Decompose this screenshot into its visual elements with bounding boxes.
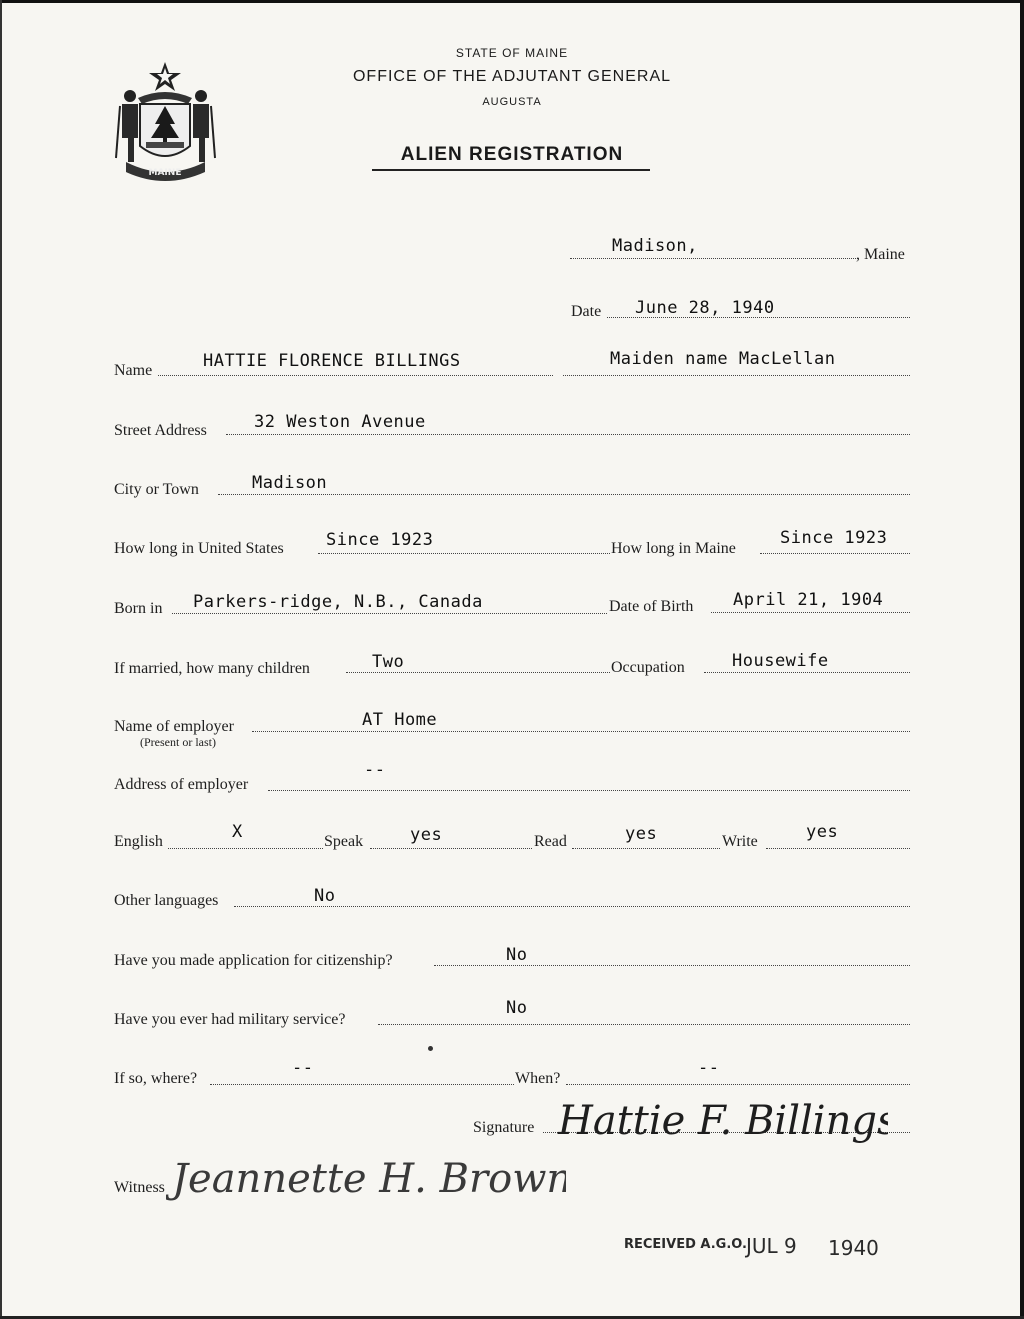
scan-border-right xyxy=(1020,0,1024,1319)
children-line xyxy=(346,672,610,673)
city-label: City or Town xyxy=(114,481,199,498)
town-value: Madison, xyxy=(612,236,698,256)
when-line xyxy=(566,1084,910,1085)
maiden-name-value: Maiden name MacLellan xyxy=(610,349,836,369)
street-value: 32 Weston Avenue xyxy=(254,412,426,432)
english-label: English xyxy=(114,833,163,850)
city-heading: AUGUSTA xyxy=(482,96,542,108)
witness-signature xyxy=(166,1140,566,1235)
town-line xyxy=(570,258,856,259)
speak-value: yes xyxy=(410,825,443,845)
born-in-line xyxy=(172,613,607,614)
city-value: Madison xyxy=(252,473,328,493)
other-languages-label: Other languages xyxy=(114,892,219,909)
street-label: Street Address xyxy=(114,422,207,439)
born-in-value: Parkers-ridge, N.B., Canada xyxy=(193,592,483,612)
ink-dot xyxy=(428,1046,433,1051)
occupation-value: Housewife xyxy=(732,651,829,671)
applicant-signature xyxy=(548,1088,888,1163)
how-long-maine-line xyxy=(760,553,910,554)
employer-address-label: Address of employer xyxy=(114,776,249,793)
street-line xyxy=(226,434,910,435)
children-value: Two xyxy=(372,652,405,672)
where-label: If so, where? xyxy=(114,1070,198,1087)
date-of-birth-value: April 21, 1904 xyxy=(733,590,884,610)
form-title: ALIEN REGISTRATION xyxy=(400,144,624,165)
military-label: Have you ever had military service? xyxy=(114,1011,346,1028)
citizenship-line xyxy=(434,965,910,966)
other-languages-line xyxy=(234,906,910,907)
where-line xyxy=(210,1084,514,1085)
date-value: June 28, 1940 xyxy=(635,298,775,318)
write-value: yes xyxy=(806,822,839,842)
how-long-maine-value: Since 1923 xyxy=(780,528,888,548)
children-label: If married, how many children xyxy=(114,660,310,677)
read-line xyxy=(572,848,720,849)
date-of-birth-label: Date of Birth xyxy=(609,598,694,615)
svg-text:Hattie F. Billings: Hattie F. Billings xyxy=(558,1098,888,1144)
title-underline xyxy=(372,169,650,171)
seal-ribbon-text: MAINE xyxy=(148,168,182,178)
speak-label: Speak xyxy=(324,833,364,850)
write-line xyxy=(766,848,910,849)
name-label: Name xyxy=(114,362,153,379)
how-long-maine-label: How long in Maine xyxy=(611,540,736,557)
employer-address-line xyxy=(268,790,910,791)
employer-value: AT Home xyxy=(362,710,438,730)
received-stamp: RECEIVED A.G.O. xyxy=(624,1237,747,1252)
when-label: When? xyxy=(515,1070,561,1087)
employer-address-value: -- xyxy=(364,760,386,780)
signature-label: Signature xyxy=(473,1119,535,1136)
how-long-us-value: Since 1923 xyxy=(326,530,434,550)
military-value: No xyxy=(506,998,528,1018)
employer-note: (Present or last) xyxy=(140,735,216,749)
city-line xyxy=(218,494,910,495)
military-line xyxy=(378,1024,910,1025)
office-heading: OFFICE OF THE ADJUTANT GENERAL xyxy=(352,68,672,85)
witness-label: Witness xyxy=(114,1179,165,1196)
born-in-label: Born in xyxy=(114,600,163,617)
date-of-birth-line xyxy=(711,612,910,613)
other-languages-value: No xyxy=(314,886,336,906)
speak-line xyxy=(370,848,532,849)
date-label: Date xyxy=(571,303,602,320)
svg-text:Jeannette H. Brown: Jeannette H. Brown xyxy=(172,1156,566,1202)
how-long-us-line xyxy=(318,553,610,554)
name-line xyxy=(158,375,553,376)
occupation-line xyxy=(704,672,910,673)
scan-border-top xyxy=(0,0,1024,3)
read-label: Read xyxy=(534,833,567,850)
scan-border-left xyxy=(0,0,2,1319)
name-value: HATTIE FLORENCE BILLINGS xyxy=(203,351,461,371)
english-value: X xyxy=(232,822,243,842)
maine-label: , Maine xyxy=(856,246,905,263)
maiden-line xyxy=(563,375,910,376)
read-value: yes xyxy=(625,824,658,844)
where-value: -- xyxy=(292,1058,314,1078)
received-stamp-year: 1940 xyxy=(828,1236,879,1260)
write-label: Write xyxy=(722,833,758,850)
occupation-label: Occupation xyxy=(611,659,685,676)
employer-line xyxy=(252,731,910,732)
how-long-us-label: How long in United States xyxy=(114,540,284,557)
state-heading: STATE OF MAINE xyxy=(455,46,569,60)
received-stamp-date: JUL 9 xyxy=(746,1234,797,1258)
employer-label: Name of employer xyxy=(114,718,234,735)
citizenship-value: No xyxy=(506,945,528,965)
when-value: -- xyxy=(698,1058,720,1078)
english-line xyxy=(168,848,323,849)
citizenship-label: Have you made application for citizenship? xyxy=(114,952,393,969)
